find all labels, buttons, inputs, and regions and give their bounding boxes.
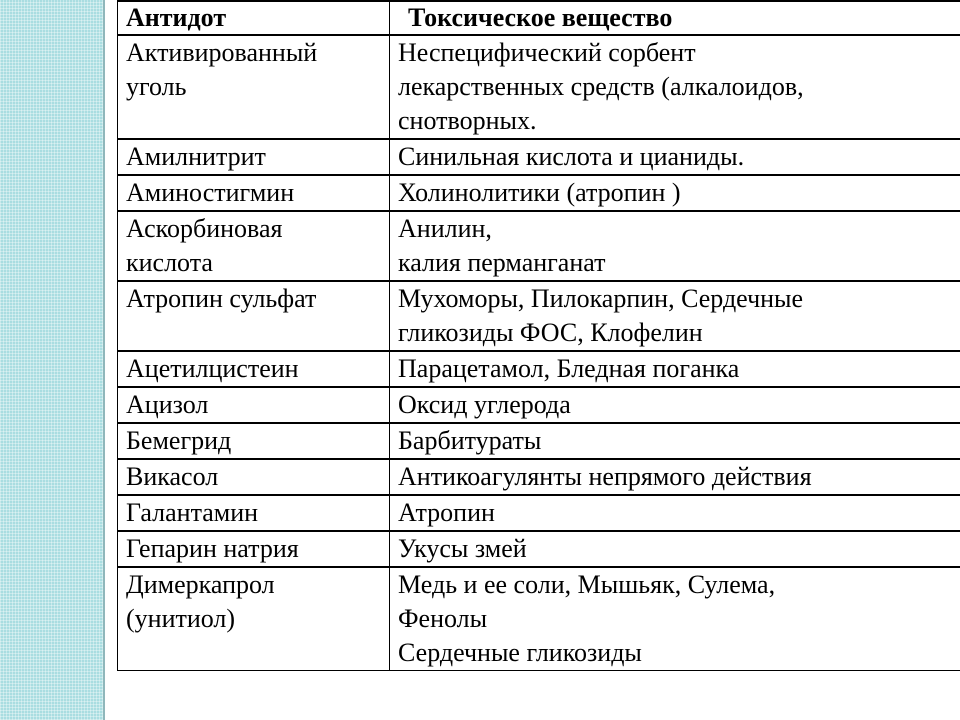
toxic-substance-text: Укусы змей bbox=[398, 534, 527, 563]
toxic-substance-cell bbox=[390, 387, 960, 423]
table-row bbox=[118, 139, 960, 175]
antidote-cell bbox=[118, 175, 390, 211]
toxic-substance-text: Мухоморы, Пилокарпин, Сердечные bbox=[398, 284, 804, 313]
table-row bbox=[118, 567, 960, 671]
toxic-substance-text: Антикоагулянты непрямого действия bbox=[398, 462, 812, 491]
table-row bbox=[118, 351, 960, 387]
toxic-substance-text: Оксид углерода bbox=[398, 390, 571, 419]
antidote-cell bbox=[118, 531, 390, 567]
toxic-substance-text: Холинолитики (атропин ) bbox=[398, 178, 681, 207]
header-antidote: Антидот bbox=[118, 1, 390, 35]
antidote-text: Галантамин bbox=[126, 498, 259, 527]
antidote-text: Аскорбиновая bbox=[126, 214, 283, 243]
toxic-substance-cell bbox=[390, 351, 960, 387]
antidote-text: Ацизол bbox=[126, 390, 209, 419]
table-row bbox=[118, 175, 960, 211]
antidote-cell bbox=[118, 423, 390, 459]
antidote-cell bbox=[118, 567, 390, 671]
toxic-substance-text: калия перманганат bbox=[398, 248, 606, 277]
toxic-substance-cell bbox=[390, 281, 960, 351]
table-row bbox=[118, 423, 960, 459]
toxic-substance-text: Барбитураты bbox=[398, 426, 542, 455]
toxic-substance-text: Медь и ее соли, Мышьяк, Сулема, bbox=[398, 570, 776, 599]
toxic-substance-cell bbox=[390, 211, 960, 281]
toxic-substance-cell bbox=[390, 423, 960, 459]
table-row bbox=[118, 495, 960, 531]
toxic-substance-text: снотворных. bbox=[398, 106, 537, 135]
antidote-text: Ацетилцистеин bbox=[126, 354, 299, 383]
header-toxic-substance: Токсическое вещество bbox=[390, 1, 960, 35]
antidote-cell bbox=[118, 281, 390, 351]
toxic-substance-text: Анилин, bbox=[398, 214, 492, 243]
toxic-substance-cell bbox=[390, 35, 960, 139]
antidote-text: Амилнитрит bbox=[126, 142, 266, 171]
table-row bbox=[118, 387, 960, 423]
antidote-text: Бемегрид bbox=[126, 426, 232, 455]
antidote-text: уголь bbox=[126, 72, 187, 101]
table-row bbox=[118, 35, 960, 139]
table-row bbox=[118, 281, 960, 351]
toxic-substance-text: лекарственных средств (алкалоидов, bbox=[398, 72, 804, 101]
antidote-text: Атропин сульфат bbox=[126, 284, 317, 313]
toxic-substance-text: Парацетамол, Бледная поганка bbox=[398, 354, 740, 383]
toxic-substance-text: Синильная кислота и цианиды. bbox=[398, 142, 745, 171]
toxic-substance-cell bbox=[390, 495, 960, 531]
antidote-text: (унитиол) bbox=[126, 604, 236, 633]
antidote-cell bbox=[118, 35, 390, 139]
antidote-text: Гепарин натрия bbox=[126, 534, 299, 563]
antidote-text: Аминостигмин bbox=[126, 178, 295, 207]
toxic-substance-cell bbox=[390, 175, 960, 211]
antidote-text: кислота bbox=[126, 248, 213, 277]
table-row bbox=[118, 459, 960, 495]
toxic-substance-text: Сердечные гликозиды bbox=[398, 638, 642, 667]
toxic-substance-cell bbox=[390, 531, 960, 567]
decorative-side-band bbox=[0, 0, 105, 720]
antidote-cell bbox=[118, 139, 390, 175]
antidote-text: Викасол bbox=[126, 462, 219, 491]
antidote-cell bbox=[118, 351, 390, 387]
toxic-substance-cell bbox=[390, 567, 960, 671]
antidote-text: Димеркапрол bbox=[126, 570, 275, 599]
table-body bbox=[118, 35, 960, 671]
antidote-table bbox=[117, 0, 960, 671]
toxic-substance-cell bbox=[390, 459, 960, 495]
table-header-row bbox=[118, 1, 960, 35]
antidote-cell bbox=[118, 387, 390, 423]
antidote-cell bbox=[118, 211, 390, 281]
table-row bbox=[118, 211, 960, 281]
antidote-text: Активированный bbox=[126, 38, 318, 67]
toxic-substance-text: Неспецифический сорбент bbox=[398, 38, 696, 67]
toxic-substance-text: Фенолы bbox=[398, 604, 488, 633]
toxic-substance-text: гликозиды ФОС, Клофелин bbox=[398, 318, 703, 347]
antidote-cell bbox=[118, 495, 390, 531]
table-row bbox=[118, 531, 960, 567]
toxic-substance-cell bbox=[390, 139, 960, 175]
antidote-cell bbox=[118, 459, 390, 495]
toxic-substance-text: Атропин bbox=[398, 498, 495, 527]
